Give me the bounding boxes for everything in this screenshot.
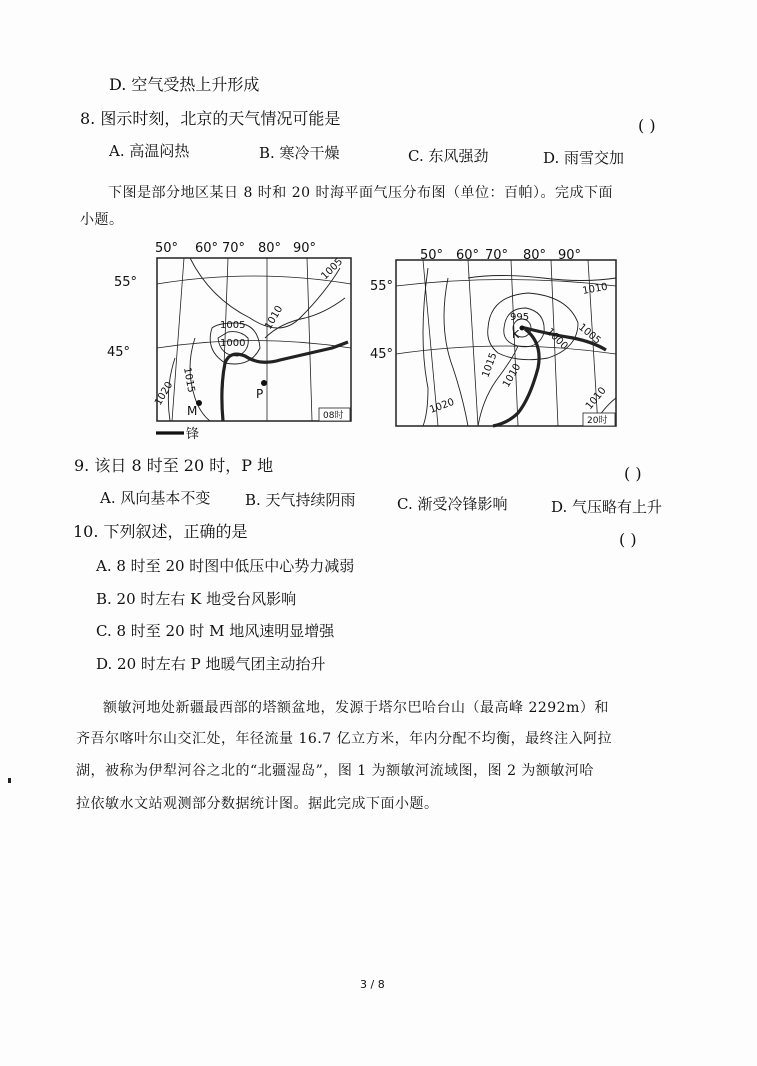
q9-option-a: A. 风向基本不变: [100, 489, 211, 507]
intro2-line-3: 湖，被称为伊犁河谷之北的“北疆湿岛”，图 1 为额敏河流域图，图 2 为额敏河哈: [76, 763, 594, 779]
map2-isobar-label: 1010: [501, 361, 524, 390]
q8-answer-paren: ( ): [638, 116, 656, 135]
q8-option-a: A. 高温闷热: [109, 142, 190, 160]
map2-isobar-label: 1005: [576, 321, 603, 347]
map1-point-p-label: P: [256, 387, 264, 401]
map2-lon-70: 70°: [485, 248, 509, 263]
q9-option-b: B. 天气持续阴雨: [245, 491, 356, 509]
map1-isobar-label: 1010: [263, 303, 286, 332]
map1-isobar-label: 1005: [220, 320, 246, 331]
map2-lat-45: 45°: [370, 347, 394, 362]
map1-point-m-label: M: [187, 404, 198, 418]
intro-paragraph-line-2: 小题。: [80, 212, 124, 228]
map1-isobar-label: 1020: [153, 379, 176, 408]
pressure-map-08: [100, 238, 360, 443]
scan-speck: [8, 778, 11, 783]
map2-lon-90: 90°: [558, 248, 582, 263]
map1-isobar-label: 1005: [319, 256, 346, 283]
q8-option-c: C. 东风强劲: [408, 147, 489, 165]
map2-isobar-label: 995: [510, 312, 530, 323]
map1-time-label: 08时: [323, 411, 344, 421]
intro-paragraph-line-1: 下图是部分地区某日 8 时和 20 时海平面气压分布图（单位：百帕）。完成下面: [108, 185, 614, 201]
map2-isobar-label: 1010: [583, 385, 609, 412]
q9-answer-paren: ( ): [624, 464, 642, 483]
map1-lon-50: 50°: [155, 241, 179, 256]
intro2-line-1: 额敏河地处新疆最西部的塔额盆地，发源于塔尔巴哈台山（最高峰 2292m）和: [103, 700, 609, 716]
q10-option-d: D. 20 时左右 P 地暖气团主动抬升: [96, 655, 326, 673]
q8-option-d: D. 雨雪交加: [543, 149, 625, 167]
map2-point-k-label: K: [512, 328, 520, 341]
map1-lat-45: 45°: [107, 345, 131, 360]
map2-isobar-label: 1020: [428, 396, 456, 416]
q10-option-c: C. 8 时至 20 时 M 地风速明显增强: [96, 622, 335, 640]
map1-lon-60: 60°: [195, 241, 219, 256]
pressure-map-20: [368, 238, 628, 433]
map1-lon-80: 80°: [258, 241, 282, 256]
map2-lon-80: 80°: [523, 248, 547, 263]
q7-option-d: D. 空气受热上升形成: [109, 75, 260, 94]
q8-stem: 8. 图示时刻，北京的天气情况可能是: [80, 109, 341, 128]
map1-isobar-label: 1000: [220, 338, 246, 349]
page-number: 3 / 8: [360, 978, 385, 991]
q9-stem: 9. 该日 8 时至 20 时，P 地: [74, 456, 274, 475]
map2-lon-50: 50°: [420, 248, 444, 263]
map2-lon-60: 60°: [456, 248, 480, 263]
map1-lon-70: 70°: [222, 241, 246, 256]
intro2-line-4: 拉依敏水文站观测部分数据统计图。据此完成下面小题。: [76, 796, 439, 812]
map2-lat-55: 55°: [370, 279, 394, 294]
q10-answer-paren: ( ): [619, 530, 637, 549]
map-legend-front-label: 锋: [186, 427, 200, 442]
q10-stem: 10. 下列叙述，正确的是: [73, 522, 248, 541]
q10-option-a: A. 8 时至 20 时图中低压中心势力减弱: [96, 557, 355, 575]
map2-point-k: [520, 326, 525, 331]
q8-option-b: B. 寒冷干燥: [259, 144, 340, 162]
q9-option-c: C. 渐受冷锋影响: [397, 495, 508, 513]
q10-option-b: B. 20 时左右 K 地受台风影响: [96, 590, 297, 608]
map1-lon-90: 90°: [293, 241, 317, 256]
map2-isobar-label: 1000: [543, 326, 570, 353]
map1-lat-55: 55°: [114, 275, 138, 290]
map2-isobar-label: 1010: [581, 281, 609, 297]
q9-option-d: D. 气压略有上升: [551, 498, 663, 516]
map2-time-label: 20时: [587, 416, 608, 426]
map2-isobar-label: 1015: [480, 351, 500, 380]
map1-isobar-label: 1015: [181, 366, 197, 394]
map1-point-p: [261, 380, 267, 386]
intro2-line-2: 齐吾尔喀叶尔山交汇处，年径流量 16.7 亿立方米，年内分配不均衡，最终注入阿拉: [76, 731, 613, 747]
